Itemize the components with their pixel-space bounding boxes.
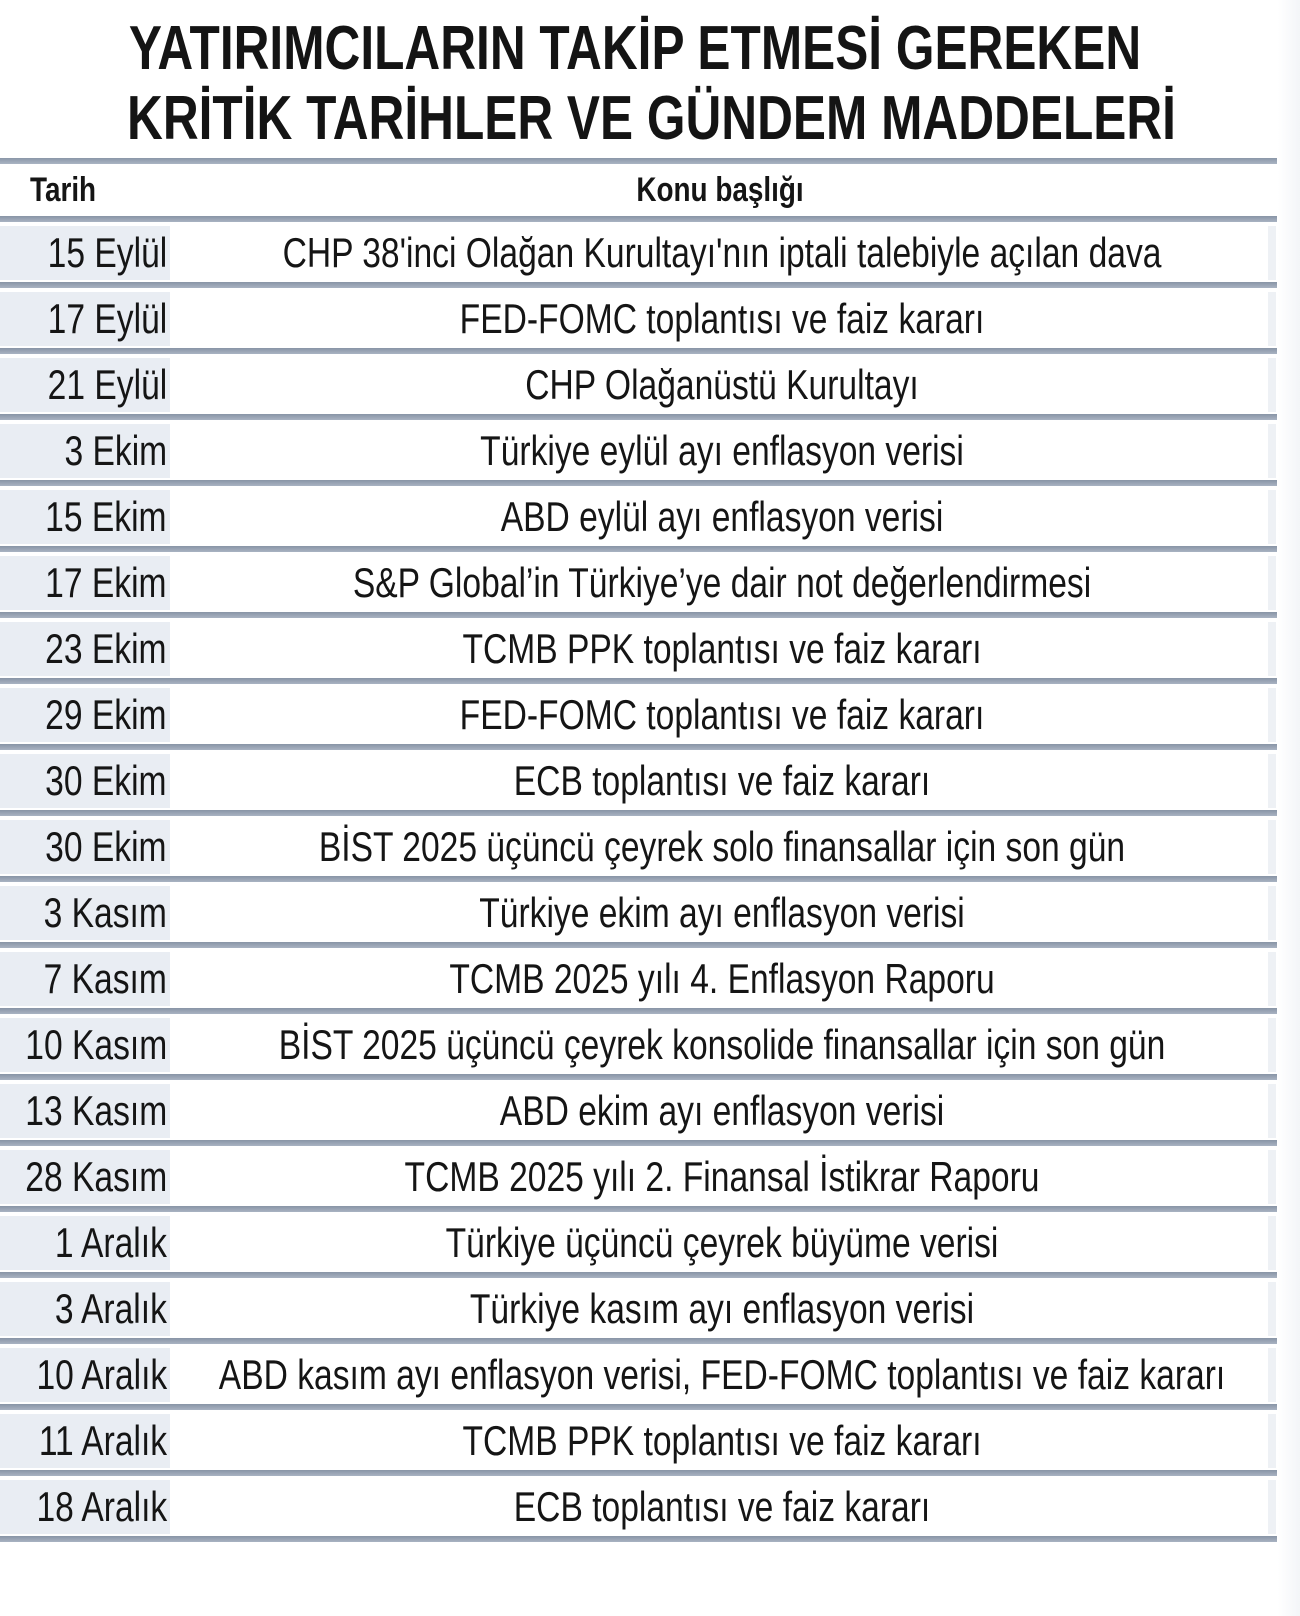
table-row: [0, 612, 1277, 678]
topic-text: BİST 2025 üçüncü çeyrek konsolide finansallar için son gün: [278, 1021, 1166, 1068]
date-text: 30 Ekim: [45, 823, 167, 870]
table-row: [0, 1404, 1277, 1470]
topic-cell: [176, 1348, 1276, 1402]
date-text: 11 Aralık: [38, 1417, 167, 1464]
row-separator: [0, 216, 1277, 222]
date-text: 10 Aralık: [36, 1351, 167, 1398]
table-bottom-rule: [0, 1536, 1277, 1542]
row-separator: [0, 282, 1277, 288]
topic-text: Türkiye eylül ayı enflasyon verisi: [480, 427, 964, 474]
topic-cell: [176, 1282, 1276, 1336]
date-text: 15 Ekim: [45, 493, 167, 540]
topic-cell: [176, 1018, 1276, 1072]
table-row: [0, 1206, 1277, 1272]
topic-cell: [176, 292, 1276, 346]
date-text: 1 Aralık: [54, 1219, 167, 1266]
topic-text: Türkiye üçüncü çeyrek büyüme verisi: [445, 1219, 999, 1266]
row-separator: [0, 1008, 1277, 1014]
table-row: [0, 942, 1277, 1008]
date-text: 28 Kasım: [24, 1153, 167, 1200]
table-row: [0, 1140, 1277, 1206]
page-title: [0, 14, 1270, 154]
date-text: 3 Ekim: [64, 427, 167, 474]
date-cell: [0, 358, 170, 412]
row-separator: [0, 876, 1277, 882]
date-cell: [0, 688, 170, 742]
row-separator: [0, 612, 1277, 618]
date-cell: [0, 1084, 170, 1138]
topic-cell: [176, 490, 1276, 544]
row-separator: [0, 1272, 1277, 1278]
topic-text: ECB toplantısı ve faiz kararı: [513, 1483, 931, 1530]
page-edge-shade: [1278, 0, 1300, 1616]
table-row: [0, 744, 1277, 810]
title-line-2: KRİTİK TARİHLER VE GÜNDEM MADDELERİ: [127, 84, 1176, 153]
header-topic: Konu başlığı: [636, 171, 804, 209]
topic-cell: [176, 754, 1276, 808]
table-row: [0, 1074, 1277, 1140]
table-header: [0, 164, 1277, 216]
date-cell: [0, 1414, 170, 1468]
date-cell: [0, 1018, 170, 1072]
date-text: 3 Aralık: [54, 1285, 167, 1332]
topic-text: CHP 38'inci Olağan Kurultayı'nın iptali talebiyle açılan dava: [282, 229, 1162, 276]
topic-cell: [176, 688, 1276, 742]
date-text: 15 Eylül: [47, 229, 167, 276]
row-separator: [0, 1140, 1277, 1146]
topic-text: TCMB PPK toplantısı ve faiz kararı: [462, 1417, 982, 1464]
date-cell: [0, 1150, 170, 1204]
date-text: 29 Ekim: [45, 691, 167, 738]
topic-text: Türkiye kasım ayı enflasyon verisi: [469, 1285, 975, 1332]
topic-cell: [176, 820, 1276, 874]
date-text: 18 Aralık: [36, 1483, 167, 1530]
table-row: [0, 810, 1277, 876]
topic-cell: [176, 1084, 1276, 1138]
topic-text: ECB toplantısı ve faiz kararı: [513, 757, 931, 804]
table-row: [0, 216, 1277, 282]
table-row: [0, 1008, 1277, 1074]
row-separator: [0, 1074, 1277, 1080]
date-text: 23 Ekim: [45, 625, 167, 672]
topic-cell: [176, 1216, 1276, 1270]
date-cell: [0, 1348, 170, 1402]
date-text: 30 Ekim: [45, 757, 167, 804]
date-cell: [0, 1216, 170, 1270]
topic-text: ABD ekim ayı enflasyon verisi: [499, 1087, 945, 1134]
topic-text: BİST 2025 üçüncü çeyrek solo finansallar için son gün: [318, 823, 1126, 870]
row-separator: [0, 348, 1277, 354]
topic-text: TCMB PPK toplantısı ve faiz kararı: [462, 625, 982, 672]
date-text: 13 Kasım: [24, 1087, 167, 1134]
topic-text: CHP Olağanüstü Kurultayı: [525, 361, 919, 408]
topic-text: ABD eylül ayı enflasyon verisi: [500, 493, 944, 540]
row-separator: [0, 1206, 1277, 1212]
date-cell: [0, 292, 170, 346]
table-row: [0, 348, 1277, 414]
date-cell: [0, 556, 170, 610]
table-row: [0, 480, 1277, 546]
topic-text: FED-FOMC toplantısı ve faiz kararı: [459, 691, 985, 738]
table-row: [0, 1338, 1277, 1404]
topic-cell: [176, 886, 1276, 940]
date-cell: [0, 622, 170, 676]
topic-text: Türkiye ekim ayı enflasyon verisi: [479, 889, 965, 936]
topic-cell: [176, 358, 1276, 412]
row-separator: [0, 1338, 1277, 1344]
topic-cell: [176, 1480, 1276, 1534]
date-cell: [0, 1480, 170, 1534]
row-separator: [0, 942, 1277, 948]
topic-cell: [176, 952, 1276, 1006]
row-separator: [0, 480, 1277, 486]
topic-cell: [176, 622, 1276, 676]
table-row: [0, 678, 1277, 744]
date-cell: [0, 226, 170, 280]
row-separator: [0, 414, 1277, 420]
row-separator: [0, 744, 1277, 750]
date-text: 17 Ekim: [45, 559, 167, 606]
table-row: [0, 414, 1277, 480]
date-cell: [0, 1282, 170, 1336]
schedule-table: [0, 216, 1277, 1536]
date-cell: [0, 952, 170, 1006]
date-text: 3 Kasım: [43, 889, 167, 936]
title-line-1: YATIRIMCILARIN TAKİP ETMESİ GEREKEN: [128, 14, 1142, 83]
row-separator: [0, 678, 1277, 684]
date-cell: [0, 424, 170, 478]
date-cell: [0, 820, 170, 874]
table-row: [0, 546, 1277, 612]
date-cell: [0, 886, 170, 940]
row-separator: [0, 1470, 1277, 1476]
table-row: [0, 876, 1277, 942]
table-row: [0, 1272, 1277, 1338]
topic-cell: [176, 556, 1276, 610]
date-text: 10 Kasım: [24, 1021, 167, 1068]
table-row: [0, 1470, 1277, 1536]
topic-cell: [176, 424, 1276, 478]
topic-text: TCMB 2025 yılı 2. Finansal İstikrar Raporu: [404, 1153, 1040, 1200]
topic-text: TCMB 2025 yılı 4. Enflasyon Raporu: [449, 955, 995, 1002]
row-separator: [0, 810, 1277, 816]
header-date: Tarih: [30, 171, 97, 209]
date-text: 17 Eylül: [47, 295, 167, 342]
topic-text: S&P Global’in Türkiye’ye dair not değerlendirmesi: [352, 559, 1092, 606]
topic-text: FED-FOMC toplantısı ve faiz kararı: [459, 295, 985, 342]
topic-cell: [176, 1414, 1276, 1468]
row-separator: [0, 1404, 1277, 1410]
topic-cell: [176, 1150, 1276, 1204]
date-text: 21 Eylül: [47, 361, 167, 408]
date-cell: [0, 754, 170, 808]
date-text: 7 Kasım: [43, 955, 167, 1002]
date-cell: [0, 490, 170, 544]
table-row: [0, 282, 1277, 348]
topic-cell: [176, 226, 1276, 280]
row-separator: [0, 546, 1277, 552]
topic-text: ABD kasım ayı enflasyon verisi, FED-FOMC toplantısı ve faiz kararı: [218, 1351, 1226, 1398]
